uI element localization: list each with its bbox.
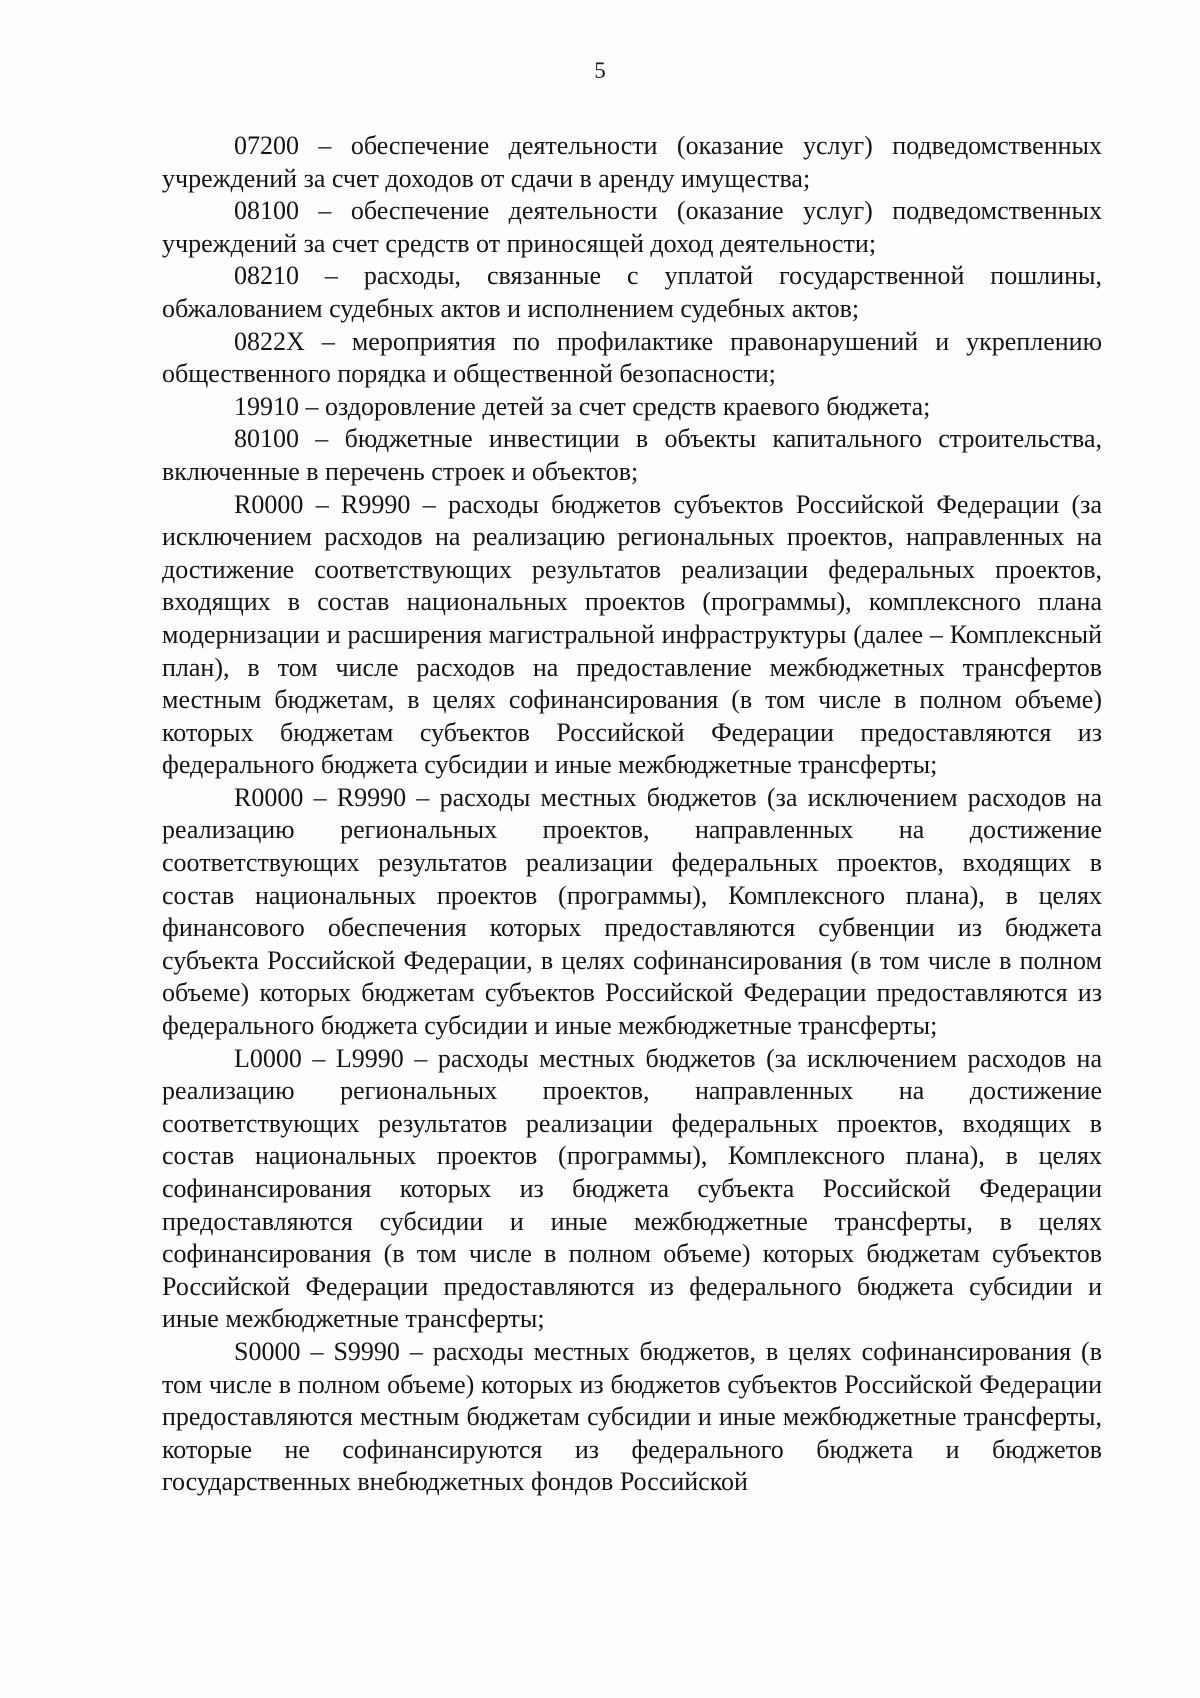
page-number: 5 [594, 58, 606, 83]
paragraph-s0000: S0000 – S9990 – расходы местных бюджетов, в целях софинансирования (в том числе в полном объеме) которых из бюджетов субъектов Российской Федерации предоставляются местным бюджетам субсидии и иные межбюджетные трансферты, которые не софинансируются из федерального бюджета и бюджетов государственных внебюджетных фондов Российской [162, 1336, 1102, 1497]
paragraph-r0000-local: R0000 – R9990 – расходы местных бюджетов (за исключением расходов на реализацию региональных проектов, направленных на достижение соответствующих результатов реализации федеральных проектов, входящих в состав национальных проектов (программы), Комплексного плана), в целях финансового обеспечения которых предоставляются субвенции из бюджета субъекта Российской Федерации, в целях софинансирования (в том числе в полном объеме) которых бюджетам субъектов Российской Федерации предоставляются из федерального бюджета субсидии и иные межбюджетные трансферты; [162, 782, 1102, 1041]
paragraph-0822x: 0822X – мероприятия по профилактике правонарушений и укреплению общественного порядка и общественной безопасности; [162, 326, 1102, 389]
paragraph-80100: 80100 – бюджетные инвестиции в объекты капитального строительства, включенные в перечень строек и объектов; [162, 424, 1102, 486]
paragraph-r0000-regional: R0000 – R9990 – расходы бюджетов субъектов Российской Федерации (за исключением расходов на реализацию региональных проектов, направленных на достижение соответствующих результатов реализации федеральных проектов, входящих в состав национальных проектов (программы), комплексного плана модернизации и расширения магистральной инфраструктуры (далее – Комплексный план), в том числе расходов на предоставление межбюджетных трансфертов местным бюджетам, в целях софинансирования (в том числе в полном объеме) которых бюджетам субъектов Российской Федерации предоставляются из федерального бюджета субсидии и иные межбюджетные трансферты; [162, 489, 1102, 780]
paragraph-08100: 08100 – обеспечение деятельности (оказание услуг) подведомственных учреждений за счет средств от приносящей доход деятельности; [162, 196, 1102, 258]
paragraph-19910: 19910 – оздоровление детей за счет средств краевого бюджета; [234, 391, 931, 421]
paragraph-l0000: L0000 – L9990 – расходы местных бюджетов (за исключением расходов на реализацию региональных проектов, направленных на достижение соответствующих результатов реализации федеральных проектов, входящих в состав национальных проектов (программы), Комплексного плана), в целях софинансирования которых из бюджета субъекта Российской Федерации предоставляются субсидии и иные межбюджетные трансферты, в целях софинансирования (в том числе в полном объеме) которых бюджетам субъектов Российской Федерации предоставляются из федерального бюджета субсидии и иные межбюджетные трансферты; [162, 1043, 1102, 1334]
document-body [162, 130, 1102, 1499]
paragraph-07200: 07200 – обеспечение деятельности (оказание услуг) подведомственных учреждений за счет доходов от сдачи в аренду имущества; [162, 131, 1102, 193]
paragraph-08210: 08210 – расходы, связанные с уплатой государственной пошлины, обжалованием судебных актов и исполнением судебных актов; [162, 261, 1102, 323]
